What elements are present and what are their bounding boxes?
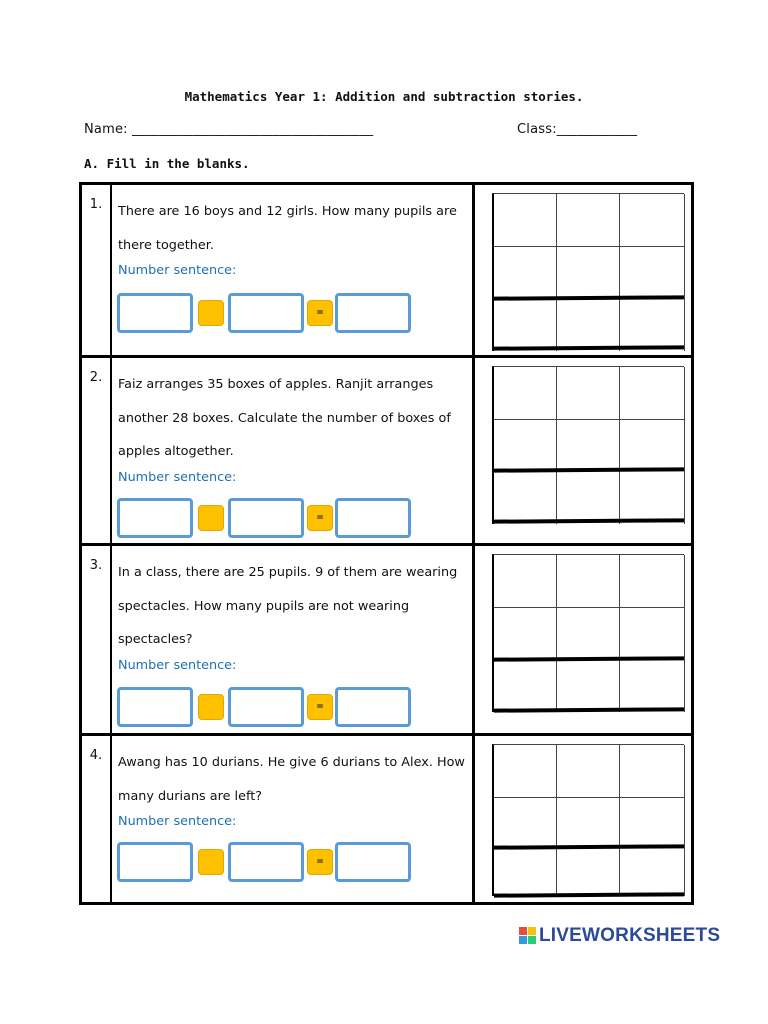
name-field[interactable]: Name: ____________________________________ xyxy=(84,122,374,137)
place-value-grid[interactable] xyxy=(492,744,684,896)
number-sentence xyxy=(117,687,417,727)
question-cell xyxy=(112,546,475,733)
answer-input[interactable] xyxy=(335,687,411,727)
logo-square xyxy=(519,927,527,935)
answer-input[interactable] xyxy=(335,498,411,538)
operand-2-input[interactable] xyxy=(228,687,304,727)
number-sentence-label: Number sentence: xyxy=(118,658,237,673)
operand-1-input[interactable] xyxy=(117,498,193,538)
question-text: In a class, there are 25 pupils. 9 of them are wearing spectacles. How many pupils are not wearing spectacles? xyxy=(118,565,458,647)
operand-1-input[interactable] xyxy=(117,687,193,727)
operator-input[interactable] xyxy=(198,694,224,720)
operand-1-input[interactable] xyxy=(117,293,193,333)
number-sentence xyxy=(117,498,417,538)
section-heading: A. Fill in the blanks. xyxy=(84,156,250,171)
operand-1-input[interactable] xyxy=(117,842,193,882)
question-row xyxy=(82,736,691,902)
number-sentence-label: Number sentence: xyxy=(118,814,237,829)
logo-square xyxy=(519,936,527,944)
logo-square xyxy=(528,927,536,935)
question-number: 4. xyxy=(82,736,112,902)
question-row xyxy=(82,185,691,358)
answer-input[interactable] xyxy=(335,842,411,882)
worksheet-table xyxy=(79,182,694,905)
operator-input[interactable] xyxy=(198,505,224,531)
question-text: There are 16 boys and 12 girls. How many pupils are there together. xyxy=(118,204,457,253)
question-row xyxy=(82,358,691,546)
place-value-grid[interactable] xyxy=(492,554,684,712)
number-sentence-label: Number sentence: xyxy=(118,470,237,485)
question-cell xyxy=(112,358,475,543)
working-grid-cell xyxy=(478,546,691,733)
class-field[interactable]: Class:____________ xyxy=(517,122,638,137)
equals-sign: = xyxy=(307,300,333,326)
operand-2-input[interactable] xyxy=(228,293,304,333)
number-sentence-label: Number sentence: xyxy=(118,263,237,278)
place-value-grid[interactable] xyxy=(492,366,684,524)
question-row xyxy=(82,546,691,736)
answer-input[interactable] xyxy=(335,293,411,333)
equals-sign: = xyxy=(307,694,333,720)
equals-sign: = xyxy=(307,505,333,531)
question-text: Faiz arranges 35 boxes of apples. Ranjit arranges another 28 boxes. Calculate the number of boxes of apples altogether. xyxy=(118,377,451,459)
operator-input[interactable] xyxy=(198,300,224,326)
liveworksheets-logo[interactable] xyxy=(519,925,720,947)
place-value-grid[interactable] xyxy=(492,193,684,351)
number-sentence xyxy=(117,842,417,882)
logo-square xyxy=(528,936,536,944)
working-grid-cell xyxy=(478,185,691,355)
working-grid-cell xyxy=(478,736,691,902)
operand-2-input[interactable] xyxy=(228,842,304,882)
operand-2-input[interactable] xyxy=(228,498,304,538)
question-number: 3. xyxy=(82,546,112,733)
number-sentence xyxy=(117,293,417,333)
question-number: 1. xyxy=(82,185,112,355)
working-grid-cell xyxy=(478,358,691,543)
operator-input[interactable] xyxy=(198,849,224,875)
question-text: Awang has 10 durians. He give 6 durians to Alex. How many durians are left? xyxy=(118,755,465,804)
worksheet-title: Mathematics Year 1: Addition and subtraction stories. xyxy=(184,89,584,104)
question-number: 2. xyxy=(82,358,112,543)
equals-sign: = xyxy=(307,849,333,875)
question-cell xyxy=(112,736,475,902)
logo-text: LIVEWORKSHEETS xyxy=(539,925,721,946)
question-cell xyxy=(112,185,475,355)
liveworksheets-logo-icon xyxy=(519,927,537,945)
